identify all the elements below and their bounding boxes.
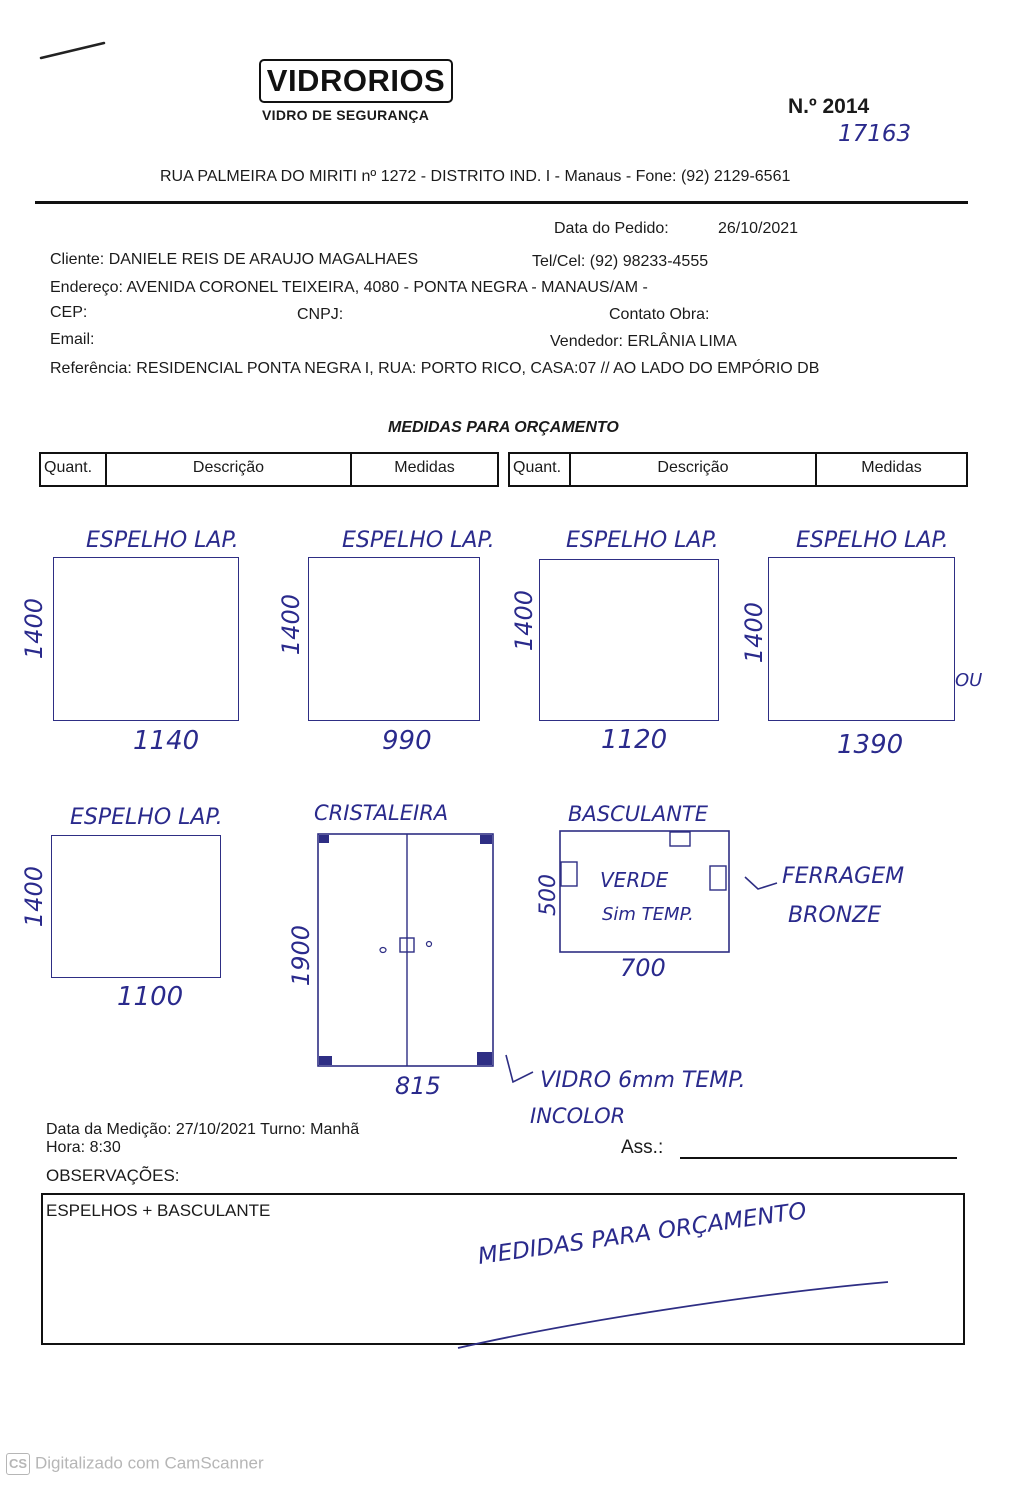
mirror-4-width: 1390 [837,730,904,760]
observations-label: OBSERVAÇÕES: [46,1166,180,1185]
scanner-text: Digitalizado com CamScanner [35,1453,264,1473]
quant-header: Quant. [41,454,107,485]
mirror-1-label: ESPELHO LAP. [86,528,239,553]
mirror-2-width: 990 [382,726,432,756]
client-name: Cliente: DANIELE REIS DE ARAUJO MAGALHAES [50,251,419,268]
section-title: MEDIDAS PARA ORÇAMENTO [388,419,619,436]
descricao-header: Descrição [107,454,352,485]
client-address: Endereço: AVENIDA CORONEL TEIXEIRA, 4080 - PONTA NEGRA - MANAUS/AM - [50,279,648,296]
mirror-4-note: OU [955,670,983,691]
medidas-header: Medidas [394,459,455,476]
pen-stroke-mark [38,38,108,62]
arrow-icon [742,874,780,896]
scanner-watermark [6,1453,264,1475]
logo-subtitle: VIDRO DE SEGURANÇA [262,107,430,123]
mirror-2-label: ESPELHO LAP. [342,528,495,553]
arrow-icon [503,1052,537,1088]
cristaleira-color-note: INCOLOR [530,1104,626,1128]
mirror-2-sketch [308,557,480,721]
signature-label: Ass.: [621,1137,664,1158]
quant-header: Quant. [510,454,571,485]
camscanner-icon: CS [6,1453,30,1475]
table-header-right [508,452,968,487]
header-divider [35,201,968,204]
mirror-2-height: 1400 [277,594,305,656]
descricao-header: Descrição [571,454,817,485]
basculante-width: 700 [620,954,666,982]
signature-line [680,1157,957,1159]
mirror-1-width: 1140 [133,726,200,756]
company-address: RUA PALMEIRA DO MIRITI nº 1272 - DISTRITO IND. I - Manaus - Fone: (92) 2129-6561 [160,168,791,185]
basculante-sketch [557,828,733,956]
handwritten-number: 17163 [838,121,912,147]
mirror-5-height: 1400 [20,866,48,928]
observations-text: ESPELHOS + BASCULANTE [46,1201,271,1220]
cristaleira-height: 1900 [287,925,315,987]
mirror-3-height: 1400 [510,590,538,652]
table-header-left [39,452,499,487]
mirror-3-sketch [539,559,719,721]
mirror-1-sketch [53,557,239,721]
cristaleira-glass-note: VIDRO 6mm TEMP. [540,1068,746,1093]
basculante-label: BASCULANTE [568,802,709,826]
basculante-temp-note: Sim TEMP. [602,904,694,925]
order-date-label: Data do Pedido: [554,220,669,237]
medidas-header: Medidas [861,459,922,476]
mirror-5-label: ESPELHO LAP. [70,805,223,830]
document-number: N.º 2014 [788,95,870,118]
measurement-time: Hora: 8:30 [46,1139,121,1156]
hardware-note: FERRAGEM [782,864,905,889]
mirror-1-height: 1400 [20,598,48,660]
email-label: Email: [50,331,95,348]
mirror-5-sketch [51,835,221,978]
reference-text: Referência: RESIDENCIAL PONTA NEGRA I, RUA: PORTO RICO, CASA:07 // AO LADO DO EMPÓRIO DB [50,360,820,377]
hardware-color-note: BRONZE [788,903,882,928]
cnpj-label: CNPJ: [297,306,344,323]
logo-text: VIDRORIOS [266,63,446,98]
contact-label: Contato Obra: [609,306,710,323]
client-phone: Tel/Cel: (92) 98233-4555 [532,253,709,270]
cristaleira-sketch [314,830,498,1070]
seller-name: Vendedor: ERLÂNIA LIMA [550,333,737,350]
cep-label: CEP: [50,304,88,321]
mirror-5-width: 1100 [117,982,184,1012]
mirror-4-height: 1400 [740,602,768,664]
mirror-3-label: ESPELHO LAP. [566,528,719,553]
measurement-date: Data da Medição: 27/10/2021 Turno: Manhã [46,1121,360,1138]
pen-stroke-mark [452,1274,892,1354]
cristaleira-width: 815 [395,1072,441,1100]
basculante-height: 500 [536,874,561,916]
basculante-color-note: VERDE [600,868,669,892]
logo [259,59,453,103]
order-date-value: 26/10/2021 [718,220,799,237]
mirror-4-sketch [768,557,955,721]
mirror-3-width: 1120 [601,725,668,755]
mirror-4-label: ESPELHO LAP. [796,528,949,553]
cristaleira-label: CRISTALEIRA [314,801,449,825]
handwritten-observation: MEDIDAS PARA ORÇAMENTO [476,1198,809,1270]
